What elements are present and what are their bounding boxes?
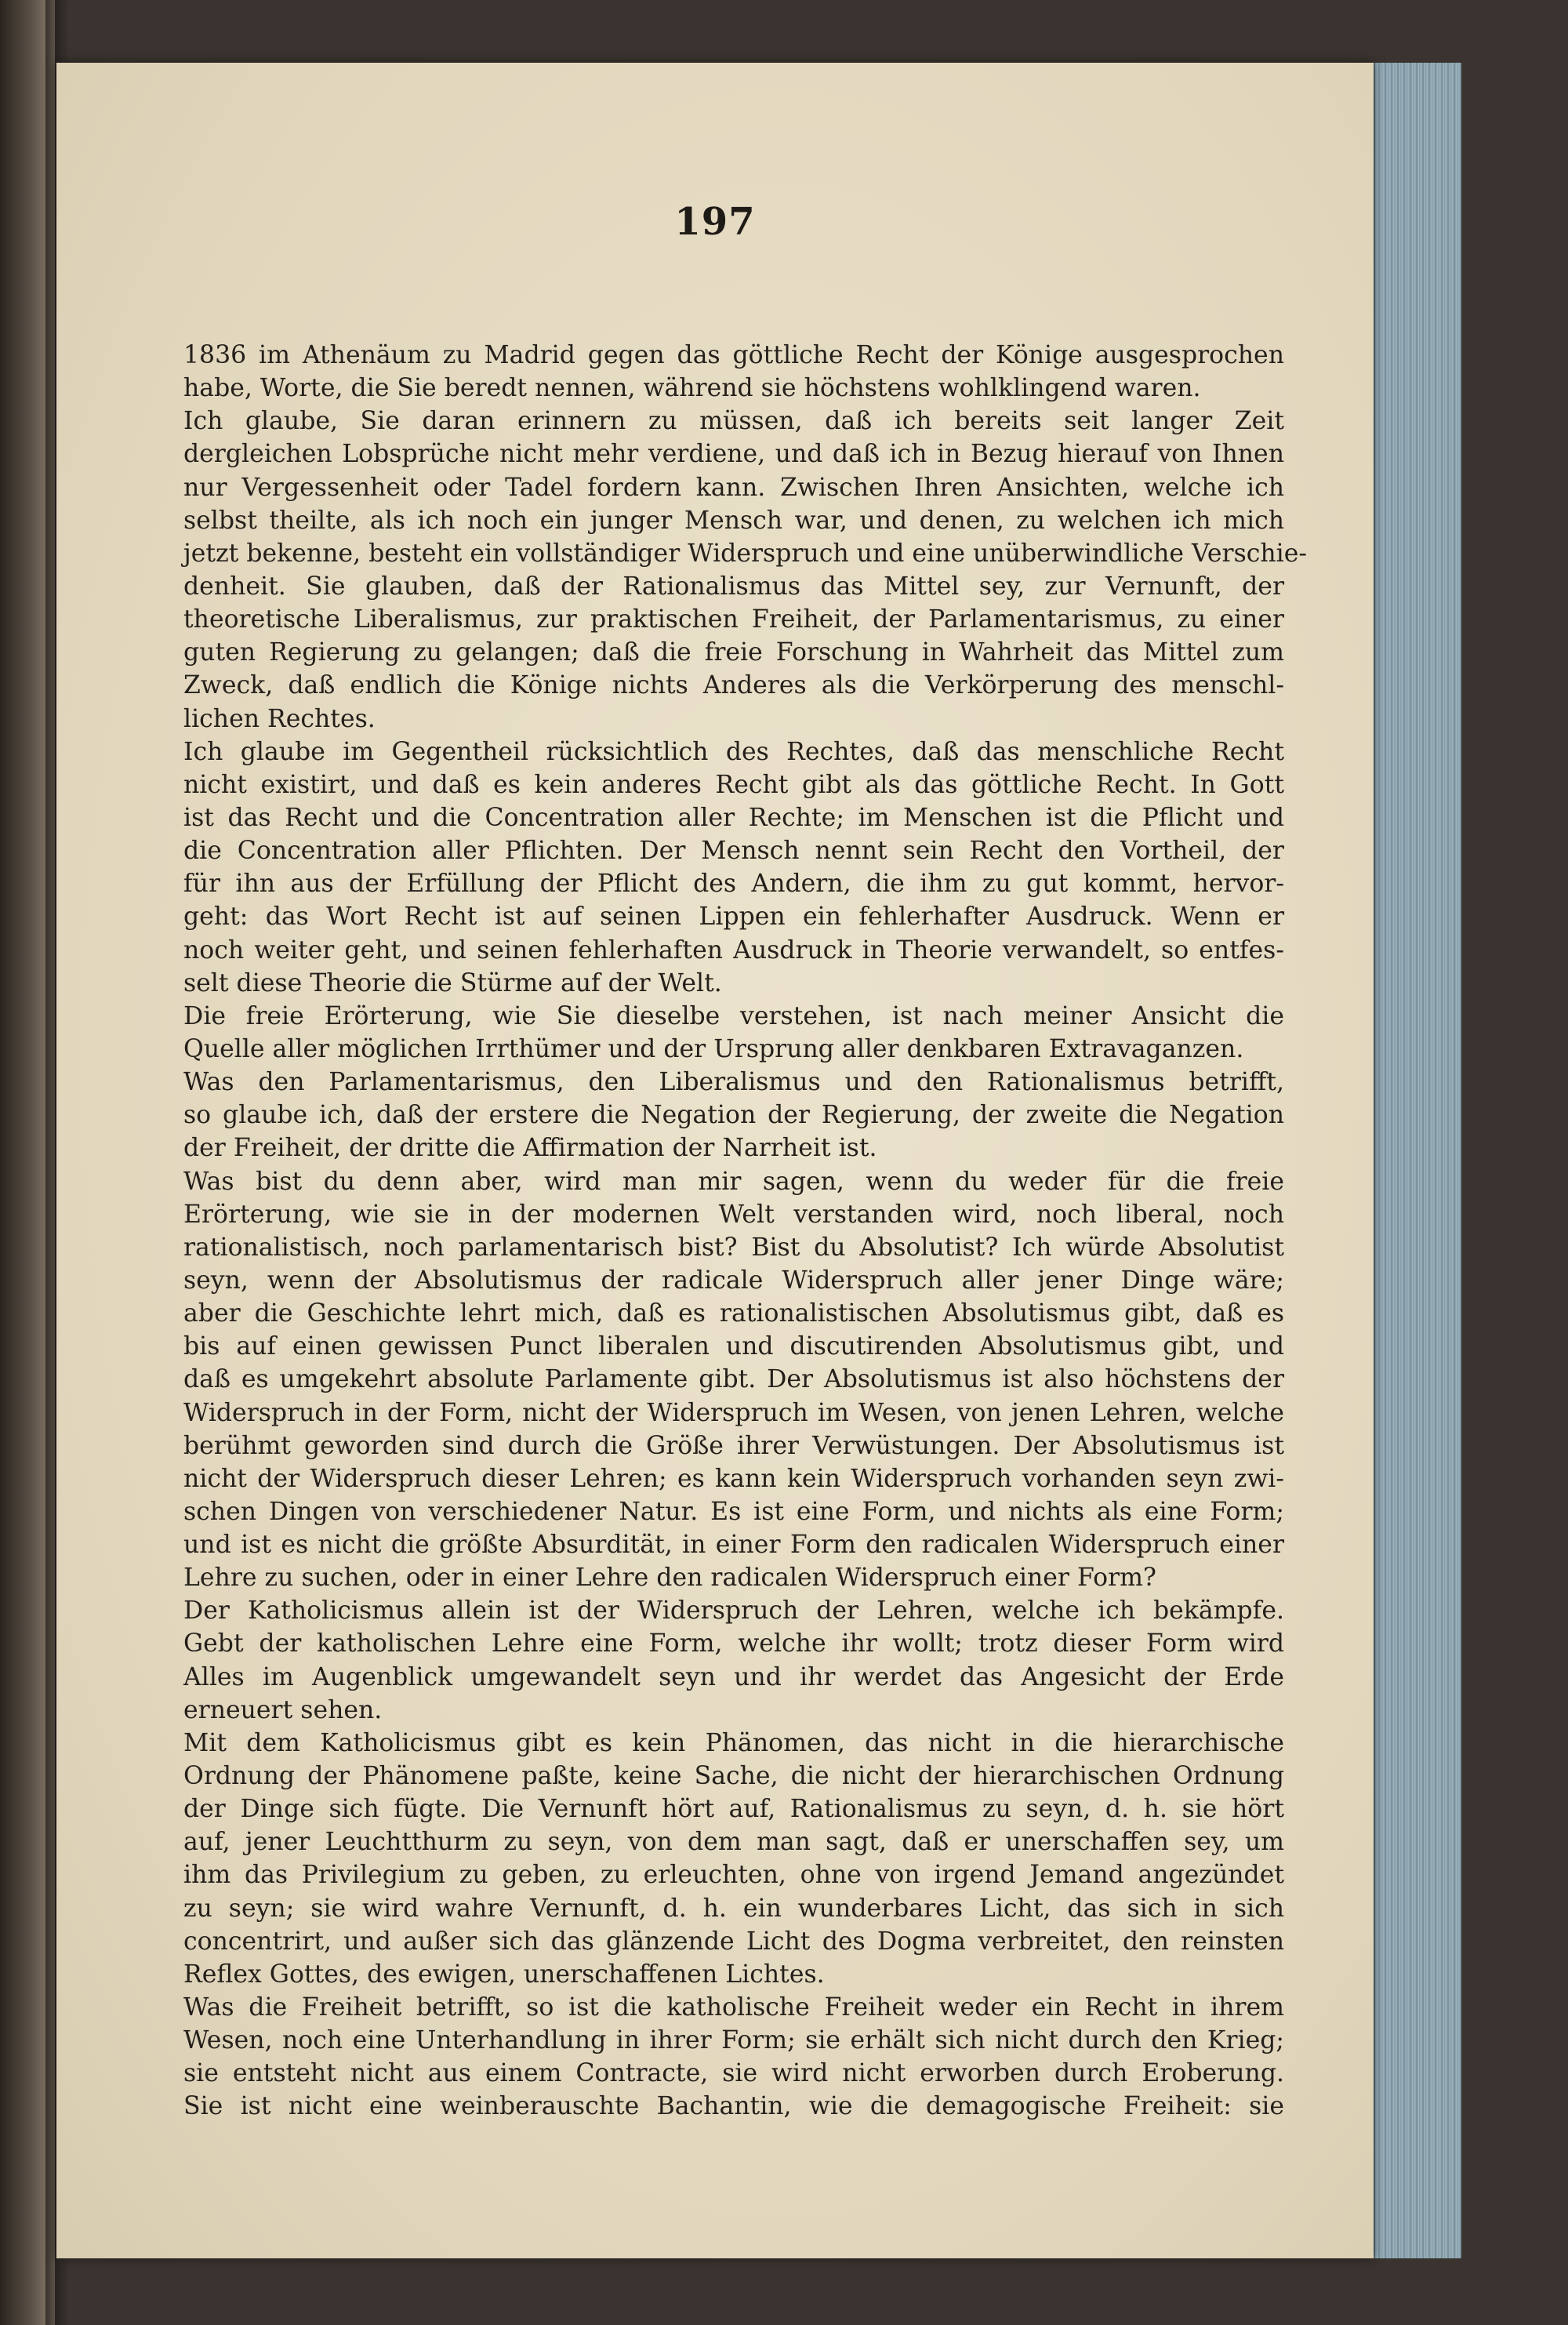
text-line: daß es umgekehrt absolute Parlamente gibt. Der Absolutismus ist also höchstens der <box>183 1365 1284 1394</box>
page-edges <box>1374 63 1461 2258</box>
text-line: denheit. Sie glauben, daß der Rationalismus das Mittel sey, zur Vernunft, der <box>183 572 1284 601</box>
text-line: jetzt bekenne, besteht ein vollständiger Widerspruch und eine unüberwindliche Verschie- <box>183 539 1308 568</box>
text-line: nicht der Widerspruch dieser Lehren; es kann kein Widerspruch vorhanden seyn zwi- <box>183 1464 1284 1493</box>
text-line: Widerspruch in der Form, nicht der Widerspruch im Wesen, von jenen Lehren, welche <box>183 1398 1284 1427</box>
text-line: Lehre zu suchen, oder in einer Lehre den radicalen Widerspruch einer Form? <box>183 1564 1156 1593</box>
text-line: sie entsteht nicht aus einem Contracte, sie wird nicht erworben durch Eroberung. <box>183 2059 1284 2088</box>
text-line: dergleichen Lobsprüche nicht mehr verdiene, und daß ich in Bezug hierauf von Ihnen <box>183 440 1284 469</box>
text-line: geht: das Wort Recht ist auf seinen Lippen ein fehlerhafter Ausdruck. Wenn er <box>183 903 1284 932</box>
text-line: erneuert sehen. <box>183 1695 383 1724</box>
text-line: Reflex Gottes, des ewigen, unerschaffenen Lichtes. <box>183 1960 825 1989</box>
text-line: Ich glaube, Sie daran erinnern zu müssen, daß ich bereits seit langer Zeit <box>183 407 1284 436</box>
text-line: und ist es nicht die größte Absurdität, in einer Form den radicalen Widerspruch einer <box>183 1531 1284 1560</box>
text-line: lichen Rechtes. <box>183 704 376 733</box>
book-page <box>56 63 1374 2258</box>
text-line: Zweck, daß endlich die Könige nichts Anderes als die Verkörperung des menschl- <box>183 671 1284 700</box>
text-line: Was bist du denn aber, wird man mir sagen, wenn du weder für die freie <box>183 1167 1284 1196</box>
text-line: auf, jener Leuchtthurm zu seyn, von dem man sagt, daß er unerschaffen sey, um <box>183 1828 1284 1857</box>
text-line: selbst theilte, als ich noch ein junger Mensch war, und denen, zu welchen ich mich <box>183 506 1284 535</box>
text-line: so glaube ich, daß der erstere die Negation der Regierung, der zweite die Negation <box>183 1101 1284 1130</box>
text-line: Ordnung der Phänomene paßte, keine Sache, die nicht der hierarchischen Ordnung <box>183 1762 1284 1791</box>
text-line: Alles im Augenblick umgewandelt seyn und ihr werdet das Angesicht der Erde <box>183 1662 1284 1691</box>
text-line: Quelle aller möglichen Irrthümer und der Ursprung aller denkbaren Extravaganzen. <box>183 1034 1244 1063</box>
text-line: concentrirt, und außer sich das glänzende Licht des Dogma verbreitet, den reinsten <box>183 1927 1284 1956</box>
text-line: Die freie Erörterung, wie Sie dieselbe verstehen, ist nach meiner Ansicht die <box>183 1001 1284 1030</box>
text-line: der Freiheit, der dritte die Affirmation der Narrheit ist. <box>183 1134 877 1163</box>
text-line: für ihn aus der Erfüllung der Pflicht des Andern, die ihm zu gut kommt, hervor- <box>183 870 1284 899</box>
text-line: Was die Freiheit betrifft, so ist die katholische Freiheit weder ein Recht in ihrem <box>183 1993 1284 2022</box>
text-line: Wesen, noch eine Unterhandlung in ihrer Form; sie erhält sich nicht durch den Krieg; <box>183 2026 1284 2055</box>
text-line: Was den Parlamentarismus, den Liberalismus und den Rationalismus betrifft, <box>183 1068 1284 1097</box>
text-line: noch weiter geht, und seinen fehlerhaften Ausdruck in Theorie verwandelt, so entfes- <box>183 935 1284 965</box>
text-line: berühmt geworden sind durch die Größe ihrer Verwüstungen. Der Absolutismus ist <box>183 1431 1284 1460</box>
text-line: rationalistisch, noch parlamentarisch bist? Bist du Absolutist? Ich würde Absolutist <box>183 1233 1284 1262</box>
text-line: nur Vergessenheit oder Tadel fordern kann. Zwischen Ihren Ansichten, welche ich <box>183 473 1284 502</box>
text-line: bis auf einen gewissen Punct liberalen und discutirenden Absolutismus gibt, und <box>183 1332 1284 1361</box>
text-line: aber die Geschichte lehrt mich, daß es rationalistischen Absolutismus gibt, daß es <box>183 1299 1284 1328</box>
text-line: theoretische Liberalismus, zur praktischen Freiheit, der Parlamentarismus, zu einer <box>183 605 1284 634</box>
text-line: ihm das Privilegium zu geben, zu erleuchten, ohne von irgend Jemand angezündet <box>183 1861 1284 1890</box>
text-line: Erörterung, wie sie in der modernen Welt verstanden wird, noch liberal, noch <box>183 1200 1284 1229</box>
text-line: Sie ist nicht eine weinberauschte Bachantin, wie die demagogische Freiheit: sie <box>183 2092 1284 2121</box>
text-line: Mit dem Katholicismus gibt es kein Phänomen, das nicht in die hierarchische <box>183 1728 1284 1757</box>
text-line: Ich glaube im Gegentheil rücksichtlich des Rechtes, daß das menschliche Recht <box>183 737 1284 766</box>
text-line: ist das Recht und die Concentration aller Rechte; im Menschen ist die Pflicht und <box>183 803 1284 832</box>
text-line: nicht existirt, und daß es kein anderes Recht gibt als das göttliche Recht. In Gott <box>183 770 1284 799</box>
text-line: Der Katholicismus allein ist der Widerspruch der Lehren, welche ich bekämpfe. <box>183 1597 1284 1626</box>
text-line: zu seyn; sie wird wahre Vernunft, d. h. ein wunderbares Licht, das sich in sich <box>183 1894 1284 1923</box>
page-number: 197 <box>674 200 756 244</box>
text-line: selt diese Theorie die Stürme auf der Welt. <box>183 968 722 997</box>
text-line: schen Dingen von verschiedener Natur. Es ist eine Form, und nichts als eine Form; <box>183 1497 1284 1526</box>
text-line: Gebt der katholischen Lehre eine Form, welche ihr wollt; trotz dieser Form wird <box>183 1629 1284 1658</box>
text-line: guten Regierung zu gelangen; daß die freie Forschung in Wahrheit das Mittel zum <box>183 638 1284 667</box>
text-line: die Concentration aller Pflichten. Der Mensch nennt sein Recht den Vortheil, der <box>183 837 1284 866</box>
text-line: 1836 im Athenäum zu Madrid gegen das göttliche Recht der Könige ausgesprochen <box>183 341 1284 369</box>
text-line: der Dinge sich fügte. Die Vernunft hört auf, Rationalismus zu seyn, d. h. sie hört <box>183 1795 1284 1824</box>
text-line: seyn, wenn der Absolutismus der radicale Widerspruch aller jener Dinge wäre; <box>183 1266 1284 1295</box>
text-line: habe, Worte, die Sie beredt nennen, während sie höchstens wohlklingend waren. <box>183 374 1201 403</box>
body-text <box>183 339 1308 2123</box>
